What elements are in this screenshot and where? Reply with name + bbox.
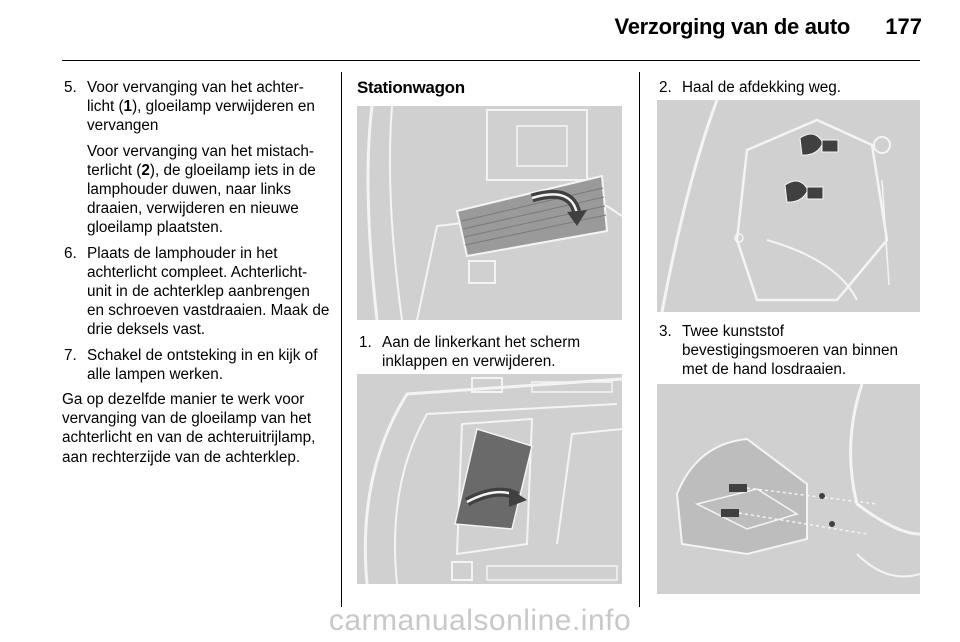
column-divider-left [341,72,342,607]
closing-paragraph: Ga op dezelfde manier te werk voor vervanging van de gloeilamp van het achterlicht en van de achteruitrijlamp, aan rechterzijde van de achterklep. [62,391,316,466]
step-5-extra-c: ), de gloeilamp iets in de [149,161,316,179]
step-2 [657,78,922,97]
step-5-extra-d: lamphouder duwen, naar links draaien, verwijderen en nieuwe gloeilamp plaatsten. [87,181,299,237]
step-5-line-c: ), gloeilamp verwijderen en [132,98,315,116]
left-column [62,78,330,467]
step-2-text: Haal de afdekking weg. [682,79,842,96]
header-rule [62,60,920,61]
step-3-text: Twee kunststof bevestigingsmoeren van binnen met de hand losdraaien. [682,323,899,379]
step-5-extra [87,142,330,238]
step-5-text [87,78,330,136]
page-number: 177 [885,14,922,39]
step-1 [357,333,622,371]
column-divider-right [639,72,640,607]
figure-lamp-holders [657,100,920,312]
ref-2: 2 [141,161,150,179]
middle-column [357,78,625,97]
step-5 [62,78,330,238]
step-1-number: 1. [359,334,372,351]
step-3 [657,322,922,380]
step-5-line-a: Voor vervanging van het achter- [87,79,304,96]
section-heading: Stationwagon [357,78,465,97]
step-5-extra-b: terlicht ( [87,161,142,179]
ref-1: 1 [123,98,133,116]
step-3-number: 3. [659,323,672,340]
step-7-text: Schakel de ontsteking in en kijk of alle lampen werken. [87,346,318,383]
step-2-number: 2. [659,79,672,96]
step-7-number: 7. [64,346,77,364]
step-6-number: 6. [64,244,77,262]
step-7 [62,346,330,384]
step-5-extra-a: Voor vervanging van het mistach- [87,142,315,160]
middle-column-step [357,333,622,377]
step-6-text: Plaats de lamphouder in het achterlicht compleet. Achterlicht-unit in de achterklep aanbrengen en schroeven vastdraaien. Maak de drie deksels vast. [87,244,330,339]
step-1-text: Aan de linkerkant het scherm inklappen en verwijderen. [382,334,581,371]
step-5-line-b: licht ( [87,98,124,116]
step-5-number: 5. [64,79,77,96]
right-column-step3 [657,322,922,386]
watermark: carmanualsonline.info [328,604,632,637]
figure-trunk-opening [357,374,622,584]
figure-trunk-panel [357,106,622,320]
figure-fastening-nuts [657,384,920,594]
page-header-title: Verzorging van de auto [614,14,850,39]
step-6 [62,244,330,340]
step-5-line-d: vervangen [87,117,159,135]
